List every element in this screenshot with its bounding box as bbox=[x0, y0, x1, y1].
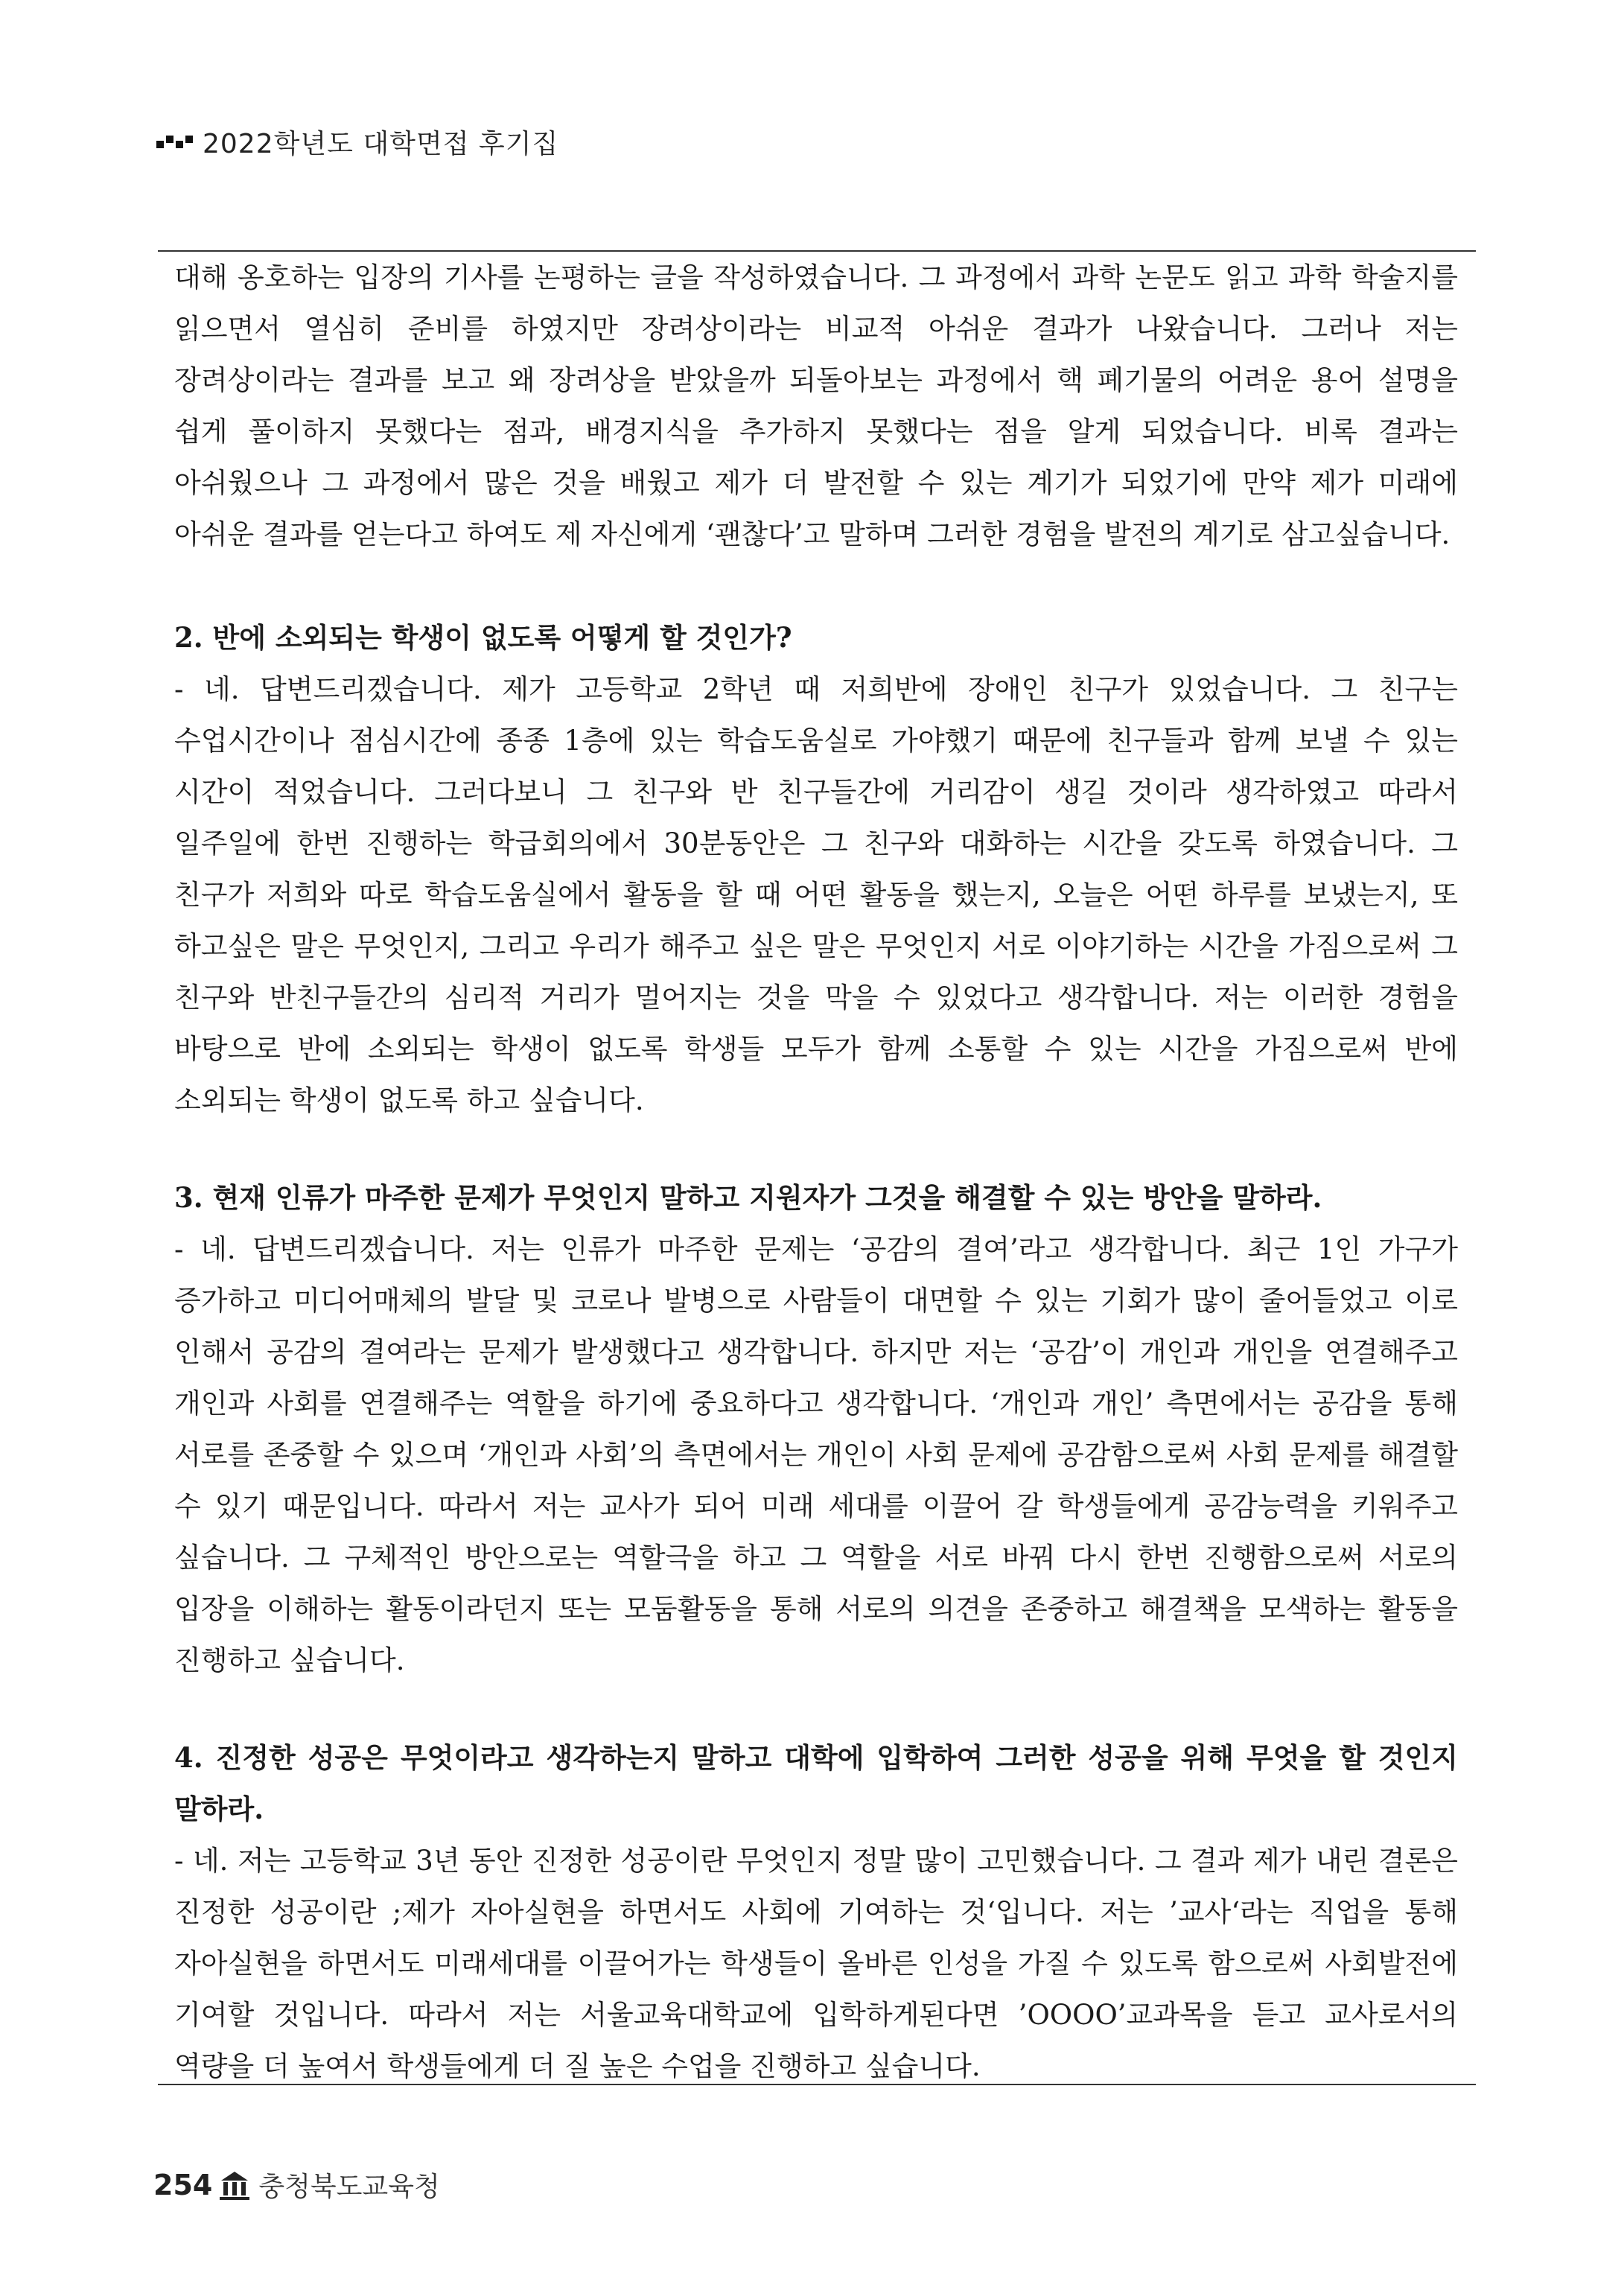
page-header bbox=[156, 123, 558, 160]
answer-4-paragraph: - 네. 저는 고등학교 3년 동안 진정한 성공이란 무엇인지 정말 많이 고민했습니다. 그 결과 제가 내린 결론은 진정한 성공이란 ;제가 자아실현을 하면서도 사회에 기여하는 것‘입니다. 저는 ’교사‘라는 직업을 통해 자아실현을 하면서도 미래세대를 이끌어가는 학생들이 올바른 인성을 가질 수 있도록 함으로써 사회발전에 기여할 것입니다. 따라서 저는 서울교육대학교에 입학하게된다면 ’OOOO’교과목을 듣고 교사로서의 역량을 더 높여서 학생들에게 더 질 높은 수업을 진행하고 싶습니다. bbox=[174, 1845, 1458, 2082]
bottom-divider bbox=[158, 2084, 1476, 2085]
running-title: 2022학년도 대학면접 후기집 bbox=[203, 128, 559, 159]
organization-name: 충청북도교육청 bbox=[258, 2172, 440, 2202]
stacked-squares-icon bbox=[156, 133, 194, 150]
question-3-heading: 3. 현재 인류가 마주한 문제가 무엇인지 말하고 지원자가 그것을 해결할 수 있는 방안을 말하라. bbox=[174, 1181, 1322, 1214]
page-number: 254 bbox=[153, 2168, 213, 2201]
interview-content bbox=[174, 252, 1458, 2092]
page-footer bbox=[153, 2166, 440, 2204]
education-office-logo-icon bbox=[217, 2169, 252, 2201]
answer-2-paragraph: - 네. 답변드리겠습니다. 제가 고등학교 2학년 때 저희반에 장애인 친구가 있었습니다. 그 친구는 수업시간이나 점심시간에 종종 1층에 있는 학습도움실로 가야했기 때문에 친구들과 함께 보낼 수 있는 시간이 적었습니다. 그러다보니 그 친구와 반 친구들간에 거리감이 생길 것이라 생각하였고 따라서 일주일에 한번 진행하는 학급회의에서 30분동안은 그 친구와 대화하는 시간을 갖도록 하였습니다. 그 친구가 저희와 따로 학습도움실에서 활동을 할 때 어떤 활동을 했는지, 오늘은 어떤 하루를 보냈는지, 또 하고싶은 말은 무엇인지, 그리고 우리가 해주고 싶은 말은 무엇인지 서로 이야기하는 시간을 가짐으로써 그 친구와 반친구들간의 심리적 거리가 멀어지는 것을 막을 수 있었다고 생각합니다. 저는 이러한 경험을 바탕으로 반에 소외되는 학생이 없도록 학생들 모두가 함께 소통할 수 있는 시간을 가짐으로써 반에 소외되는 학생이 없도록 하고 싶습니다. bbox=[174, 673, 1459, 1116]
answer-3-paragraph: - 네. 답변드리겠습니다. 저는 인류가 마주한 문제는 ‘공감의 결여’라고 생각합니다. 최근 1인 가구가 증가하고 미디어매체의 발달 및 코로나 발병으로 사람들이 대면할 수 있는 기회가 많이 줄어들었고 이로 인해서 공감의 결여라는 문제가 발생했다고 생각합니다. 하지만 저는 ‘공감’이 개인과 개인을 연결해주고 개인과 사회를 연결해주는 역할을 하기에 중요하다고 생각합니다. ‘개인과 개인’ 측면에서는 공감을 통해 서로를 존중할 수 있으며 ‘개인과 사회’의 측면에서는 개인이 사회 문제에 공감함으로써 사회 문제를 해결할 수 있기 때문입니다. 따라서 저는 교사가 되어 미래 세대를 이끌어 갈 학생들에게 공감능력을 키워주고 싶습니다. 그 구체적인 방안으로는 역할극을 하고 그 역할을 서로 바꿔 다시 한번 진행함으로써 서로의 입장을 이해하는 활동이라던지 또는 모둠활동을 통해 서로의 의견을 존중하고 해결책을 모색하는 활동을 진행하고 싶습니다. bbox=[174, 1233, 1458, 1676]
question-2-heading: 2. 반에 소외되는 학생이 없도록 어떻게 할 것인가? bbox=[174, 621, 792, 654]
answer-paragraph-continued: 대해 옹호하는 입장의 기사를 논평하는 글을 작성하였습니다. 그 과정에서 과학 논문도 읽고 과학 학술지를 읽으면서 열심히 준비를 하였지만 장려상이라는 비교적 아쉬운 결과가 나왔습니다. 그러나 저는 장려상이라는 결과를 보고 왜 장려상을 받았을까 되돌아보는 과정에서 핵 폐기물의 어려운 용어 설명을 쉽게 풀이하지 못했다는 점과, 배경지식을 추가하지 못했다는 점을 알게 되었습니다. 비록 결과는 아쉬웠으나 그 과정에서 많은 것을 배웠고 제가 더 발전할 수 있는 계기가 되었기에 만약 제가 미래에 아쉬운 결과를 얻는다고 하여도 제 자신에게 ‘괜찮다’고 말하며 그러한 경험을 발전의 계기로 삼고싶습니다. bbox=[174, 261, 1458, 550]
question-4-heading: 4. 진정한 성공은 무엇이라고 생각하는지 말하고 대학에 입학하여 그러한 성공을 위해 무엇을 할 것인지 말하라. bbox=[174, 1741, 1458, 1825]
